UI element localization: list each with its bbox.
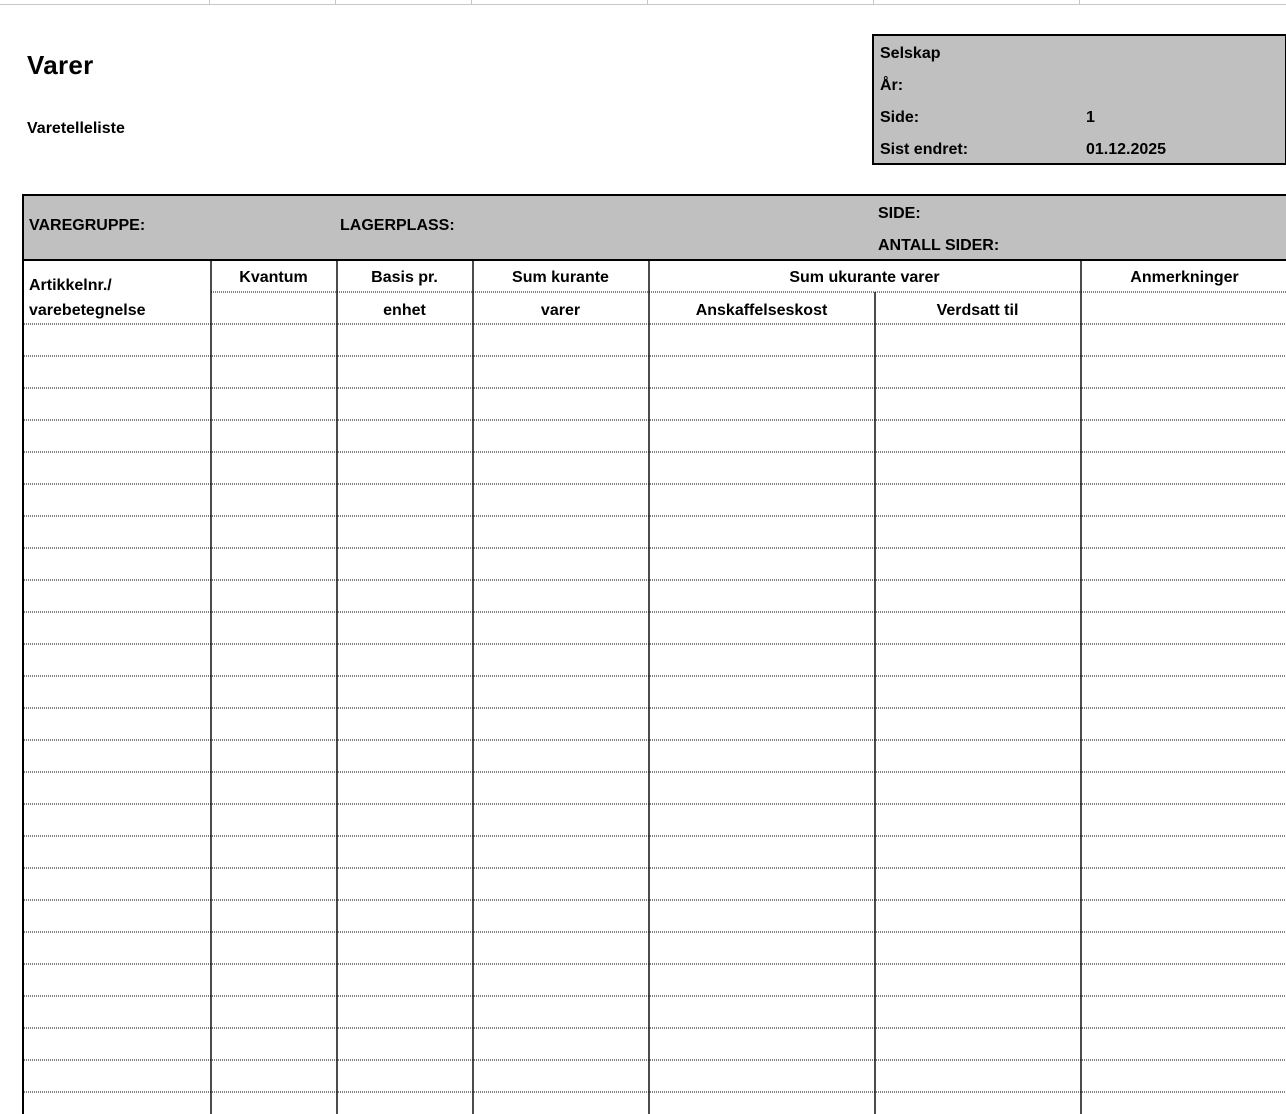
last-changed-label: Sist endret: (880, 141, 969, 158)
company-info-box (872, 34, 1286, 165)
column-header-valued-at: Verdsatt til (936, 302, 1019, 319)
page-label: Side: (880, 109, 920, 126)
column-header-acquisition-cost: Anskaffelseskost (695, 302, 828, 319)
gridline-tick (209, 0, 210, 4)
gridline-tick (335, 0, 336, 4)
column-header-remarks: Anmerkninger (1130, 269, 1239, 286)
column-header-unit-price-2: enhet (383, 302, 426, 319)
page-value[interactable]: 1 (1086, 109, 1095, 126)
column-header-article-1: Artikkelnr./ (29, 277, 112, 294)
column-header-quantity: Kvantum (239, 269, 308, 286)
column-header-unit-price-1: Basis pr. (371, 269, 438, 286)
column-header-obsolete-goods: Sum ukurante varer (789, 269, 940, 286)
spreadsheet-top-gridline (0, 0, 1286, 5)
gridline-tick (1079, 0, 1080, 4)
total-pages-label: ANTALL SIDER: (878, 237, 1000, 254)
product-group-label: VAREGRUPPE: (29, 217, 146, 234)
column-header-current-goods-2: varer (540, 302, 581, 319)
gridline-tick (471, 0, 472, 4)
storage-location-label: LAGERPLASS: (340, 217, 455, 234)
last-changed-value[interactable]: 01.12.2025 (1086, 141, 1167, 158)
column-header-article-2: varebetegnelse (29, 302, 146, 319)
year-label: År: (880, 77, 904, 94)
column-header-current-goods-1: Sum kurante (512, 269, 609, 286)
inventory-count-sheet (22, 194, 1286, 1114)
company-label: Selskap (880, 45, 941, 62)
inventory-grid (24, 196, 1286, 1114)
gridline-tick (873, 0, 874, 4)
page-subtitle: Varetelleliste (27, 120, 125, 137)
gridline-tick (647, 0, 648, 4)
sheet-side-label: SIDE: (878, 205, 921, 222)
page-title: Varer (27, 50, 94, 80)
